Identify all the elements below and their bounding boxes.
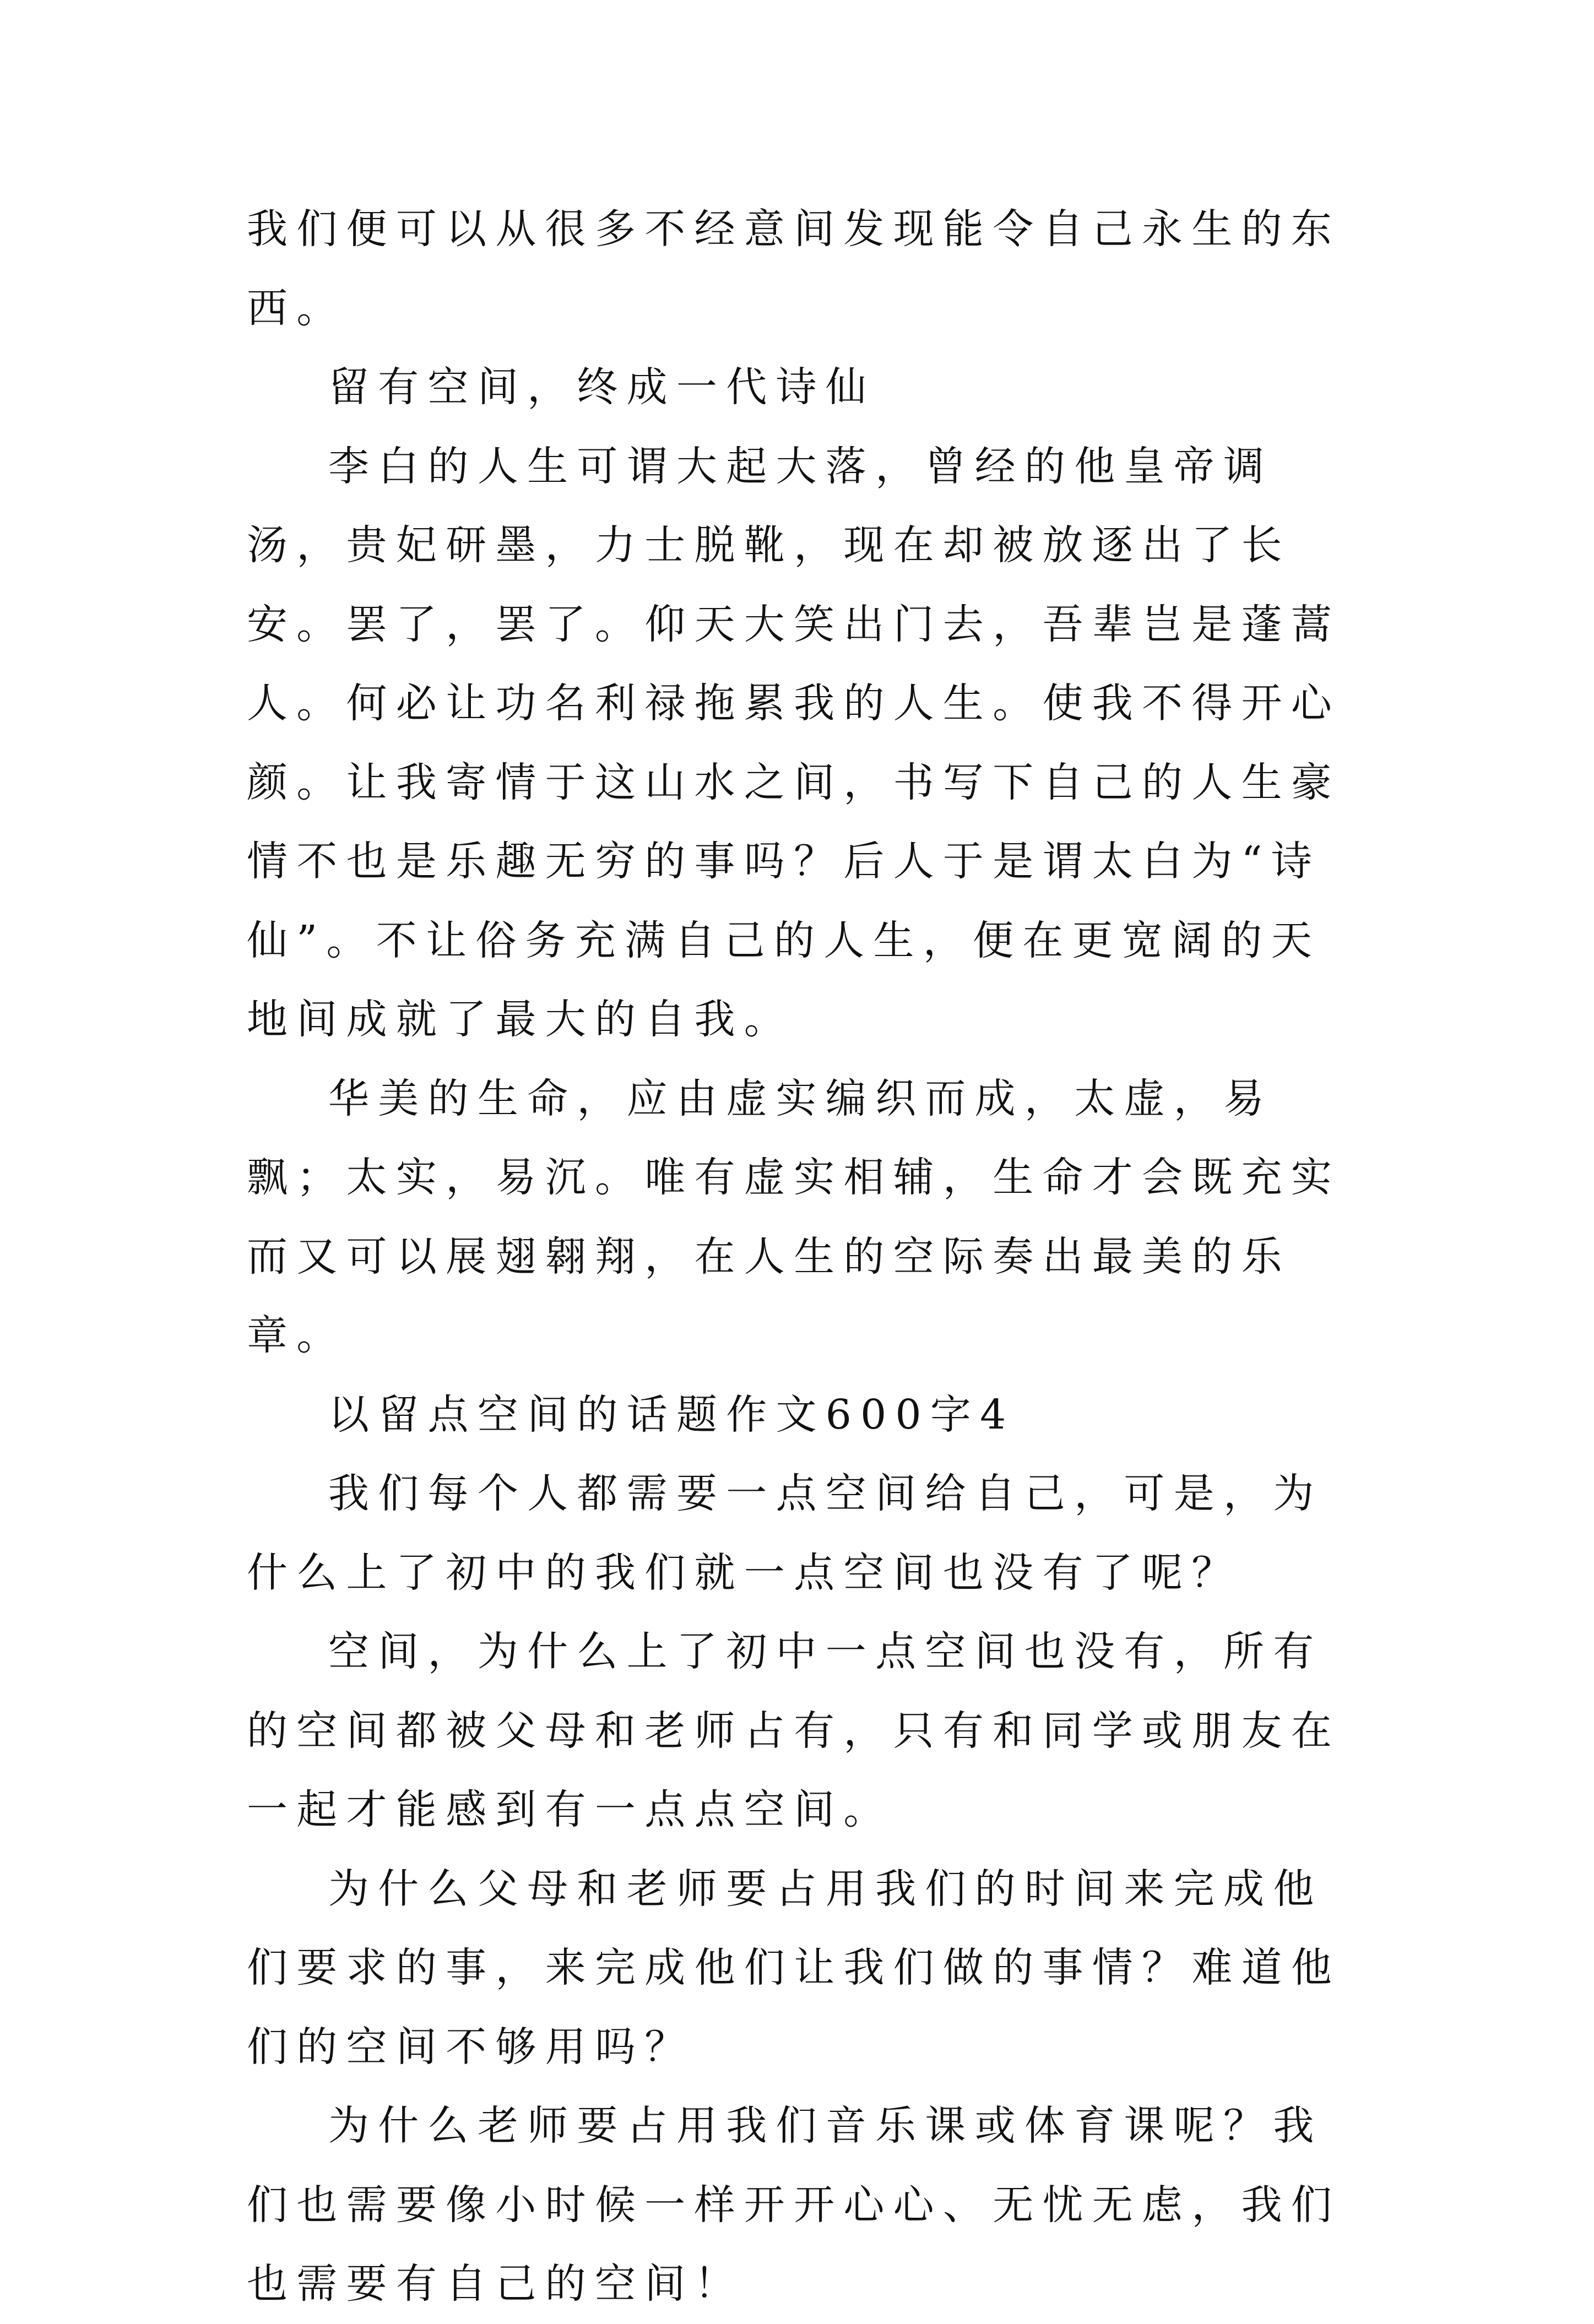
- paragraph: 李白的人生可谓大起大落，曾经的他皇帝调汤，贵妃研墨，力士脱靴，现在却被放逐出了长安。罢了，罢了。仰天大笑出门去，吾辈岂是蓬蒿人。何必让功名利禄拖累我的人生。使我不得开心颜。让我寄情于这山水之间，书写下自己的人生豪情不也是乐趣无穷的事吗？后人于是谓太白为“诗仙”。不让俗务充满自己的人生，便在更宽阔的天地间成就了最大的自我。: [247, 442, 1341, 1043]
- paragraph: 空间，为什么上了初中一点空间也没有，所有的空间都被父母和老师占有，只有和同学或朋友在一起才能感到有一点点空间。: [247, 1628, 1341, 1833]
- paragraph: 为什么老师要占用我们音乐课或体育课呢？我们也需要像小时候一样开开心心、无忧无虑，我们也需要有自己的空间！: [247, 2102, 1341, 2307]
- section-heading: 留有空间，终成一代诗仙: [328, 363, 876, 411]
- paragraph: 华美的生命，应由虚实编织而成，太虚，易飘；太实，易沉。唯有虚实相辅，生命才会既充实而又可以展翅翱翔，在人生的空际奏出最美的乐章。: [247, 1074, 1341, 1359]
- paragraph: 为什么父母和老师要占用我们的时间来完成他们要求的事，来完成他们让我们做的事情？难道他们的空间不够用吗？: [247, 1865, 1341, 2071]
- essay-title: 以留点空间的话题作文600字4: [328, 1391, 1015, 1438]
- document-body: [247, 190, 1365, 2324]
- paragraph: 我们便可以从很多不经意间发现能令自己永生的东西。: [247, 205, 1341, 332]
- paragraph: 我们每个人都需要一点空间给自己，可是，为什么上了初中的我们就一点空间也没有了呢？: [247, 1470, 1323, 1597]
